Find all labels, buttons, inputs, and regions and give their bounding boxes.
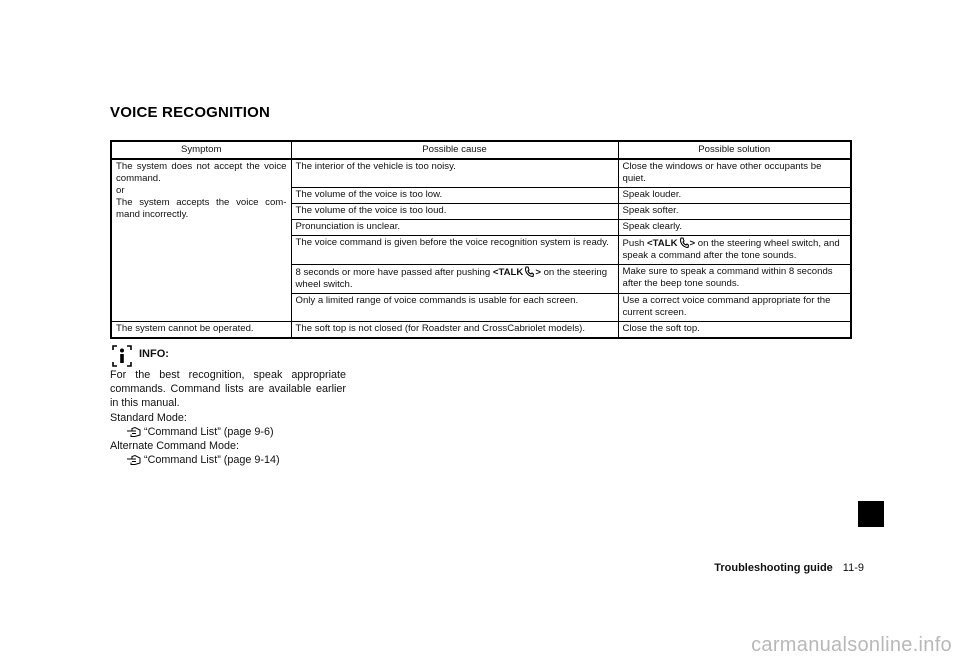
reference-icon <box>126 454 142 466</box>
cause-cell: The volume of the voice is too low. <box>291 188 618 204</box>
cause-cell: The soft top is not closed (for Roadster and CrossCabriolet models). <box>291 322 618 339</box>
cause-text-pre: 8 seconds or more have passed after pushing <box>295 267 491 278</box>
standard-mode-reference[interactable] <box>110 425 346 439</box>
solution-cell: Speak louder. <box>618 188 851 204</box>
alternate-mode-label: Alternate Command Mode: <box>110 440 240 453</box>
info-text: For the best recognition, speak appropriate commands. Command lists are available earlier in this manual. <box>110 369 346 410</box>
talk-button-label <box>493 267 541 278</box>
talk-button-icon <box>524 266 534 278</box>
section-title: VOICE RECOGNITION <box>110 104 271 121</box>
info-body <box>110 368 346 467</box>
solution-cell <box>618 236 851 265</box>
page-number: 11-9 <box>842 562 864 574</box>
talk-open: <TALK <box>492 267 524 278</box>
cause-cell: The voice command is given before the voice recognition system is ready. <box>291 236 618 265</box>
symptom-line-2: The system accepts the voice com- mand incorrectly. <box>116 197 287 220</box>
table-row <box>111 159 851 188</box>
solution-cell: Close the soft top. <box>618 322 851 339</box>
troubleshooting-table <box>110 140 852 339</box>
cause-cell: Pronunciation is unclear. <box>291 220 618 236</box>
talk-close: > <box>689 238 696 249</box>
page-footer <box>714 562 864 574</box>
solution-text-post: on the steering wheel switch, and speak a command after the tone sounds. <box>622 238 840 261</box>
solution-cell: Speak softer. <box>618 204 851 220</box>
header-symptom: Symptom <box>111 141 291 159</box>
talk-open: <TALK <box>647 238 678 249</box>
solution-cell: Make sure to speak a command within 8 seconds after the beep tone sounds. <box>618 265 851 294</box>
reference-icon <box>126 426 142 438</box>
watermark: carmanualsonline.info <box>751 634 952 656</box>
footer-section-label: Troubleshooting guide <box>714 562 833 574</box>
talk-button-icon <box>679 237 689 249</box>
talk-button-label <box>647 238 695 249</box>
cause-text-post: on the steering wheel switch. <box>295 267 608 290</box>
solution-text-pre: Push <box>622 238 645 249</box>
standard-mode-label: Standard Mode: <box>110 411 187 424</box>
header-solution: Possible solution <box>618 141 851 159</box>
solution-cell: Close the windows or have other occupants be quiet. <box>618 159 851 188</box>
symptom-line-1: The system does not accept the voice command. <box>116 161 287 184</box>
cause-cell: Only a limited range of voice commands is usable for each screen. <box>291 294 618 322</box>
symptom-cell: The system cannot be operated. <box>111 322 291 339</box>
table-header-row <box>111 141 851 159</box>
header-cause: Possible cause <box>291 141 618 159</box>
standard-mode-ref-text: “Command List” (page 9-6) <box>144 425 274 438</box>
symptom-cell <box>111 159 291 322</box>
symptom-or: or <box>116 185 125 196</box>
alternate-mode-ref-text: “Command List” (page 9-14) <box>144 454 280 467</box>
info-label: INFO: <box>139 348 169 360</box>
talk-close: > <box>535 267 541 278</box>
alternate-mode-reference[interactable] <box>110 453 346 467</box>
solution-cell: Speak clearly. <box>618 220 851 236</box>
cause-cell <box>291 265 618 294</box>
table-row <box>111 322 851 339</box>
solution-cell: Use a correct voice command appropriate for the current screen. <box>618 294 851 322</box>
cause-cell: The interior of the vehicle is too noisy. <box>291 159 618 188</box>
section-thumb-tab <box>858 501 884 527</box>
cause-cell: The volume of the voice is too loud. <box>291 204 618 220</box>
